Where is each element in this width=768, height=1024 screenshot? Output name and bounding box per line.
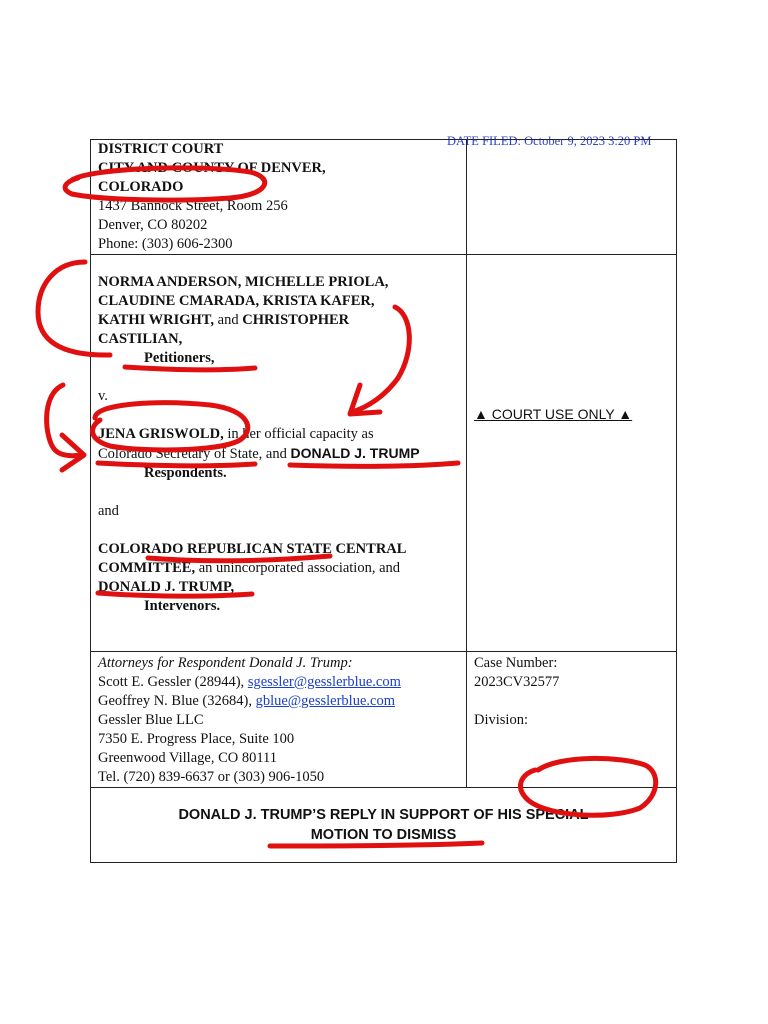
and-word: and [217, 312, 239, 328]
petitioners-label: Petitioners, [144, 350, 215, 366]
court-use-cell [467, 255, 677, 652]
intervenor-trump: DONALD J. TRUMP, [98, 579, 235, 595]
versus: v. [98, 388, 108, 404]
document-title-cell [91, 788, 677, 863]
firm-tel: Tel. (720) 839-6637 or (303) 906-1050 [98, 769, 325, 785]
court-use-only: ▲ COURT USE ONLY ▲ [474, 406, 633, 422]
attorney-blue: Geoffrey N. Blue (32684), [98, 693, 252, 709]
and-line: and [98, 503, 119, 519]
parties-row [91, 255, 677, 652]
division-label: Division: [474, 712, 528, 728]
court-name: DISTRICT COURT [98, 141, 224, 157]
firm-city: Greenwood Village, CO 80111 [98, 750, 278, 766]
stamp-cell [467, 140, 677, 255]
arrow-mark-left [47, 385, 82, 456]
intervenor-line-2 [98, 559, 459, 578]
attorney-heading: Attorneys for Respondent Donald J. Trump: [98, 655, 353, 671]
court-state: COLORADO [98, 179, 184, 195]
petitioners-line-3 [98, 311, 459, 330]
respondent-desc-a: in her official capacity as [227, 426, 374, 442]
petitioner-castilian-first: CHRISTOPHER [242, 312, 350, 328]
attorney-line-2 [98, 692, 459, 711]
intervenor-desc: an unincorporated association, and [198, 560, 401, 576]
case-caption-table [90, 139, 677, 863]
title-row [91, 788, 677, 863]
date-filed-stamp: DATE FILED: October 9, 2023 3:20 PM [447, 134, 652, 148]
court-phone: Phone: (303) 606-2300 [98, 236, 233, 252]
respondent-trump: DONALD J. TRUMP [290, 445, 420, 461]
intervenor-committee: COMMITTEE, [98, 560, 196, 576]
respondent-griswold: JENA GRISWOLD, [98, 426, 224, 442]
respondent-line-2 [98, 444, 459, 464]
court-county: CITY AND COUNTY OF DENVER, [98, 160, 326, 176]
title-line-2: MOTION TO DISMISS [310, 827, 457, 843]
case-number: 2023CV32577 [474, 674, 560, 690]
attorney-gessler: Scott E. Gessler (28944), [98, 674, 245, 690]
court-info-cell [91, 140, 467, 255]
petitioner-wright: KATHI WRIGHT, [98, 312, 215, 328]
case-info-cell [467, 652, 677, 788]
intervenor-line-1: COLORADO REPUBLICAN STATE CENTRAL [98, 541, 407, 557]
attorney-line-1 [98, 673, 459, 692]
arrow-head-left [62, 435, 84, 470]
petitioners-line-1: NORMA ANDERSON, MICHELLE PRIOLA, [98, 274, 389, 290]
email-link-gessler[interactable]: sgessler@gesslerblue.com [247, 674, 401, 690]
respondent-line-1 [98, 425, 459, 444]
court-row [91, 140, 677, 255]
petitioners-line-2: CLAUDINE CMARADA, KRISTA KAFER, [98, 293, 375, 309]
law-firm: Gessler Blue LLC [98, 712, 204, 728]
court-address-2: Denver, CO 80202 [98, 217, 208, 233]
respondents-label: Respondents. [144, 465, 227, 481]
court-address-1: 1437 Bannock Street, Room 256 [98, 198, 288, 214]
email-link-blue[interactable]: gblue@gesslerblue.com [255, 693, 395, 709]
title-line-1: DONALD J. TRUMP’S REPLY IN SUPPORT OF HIS SPECIAL [178, 807, 589, 823]
respondent-desc-b: Colorado Secretary of State, and [98, 446, 287, 462]
case-number-label: Case Number: [474, 655, 558, 671]
attorney-cell [91, 652, 467, 788]
petitioners-line-4: CASTILIAN, [98, 331, 183, 347]
attorney-row [91, 652, 677, 788]
parties-cell [91, 255, 467, 652]
firm-street: 7350 E. Progress Place, Suite 100 [98, 731, 295, 747]
intervenors-label: Intervenors. [144, 598, 221, 614]
